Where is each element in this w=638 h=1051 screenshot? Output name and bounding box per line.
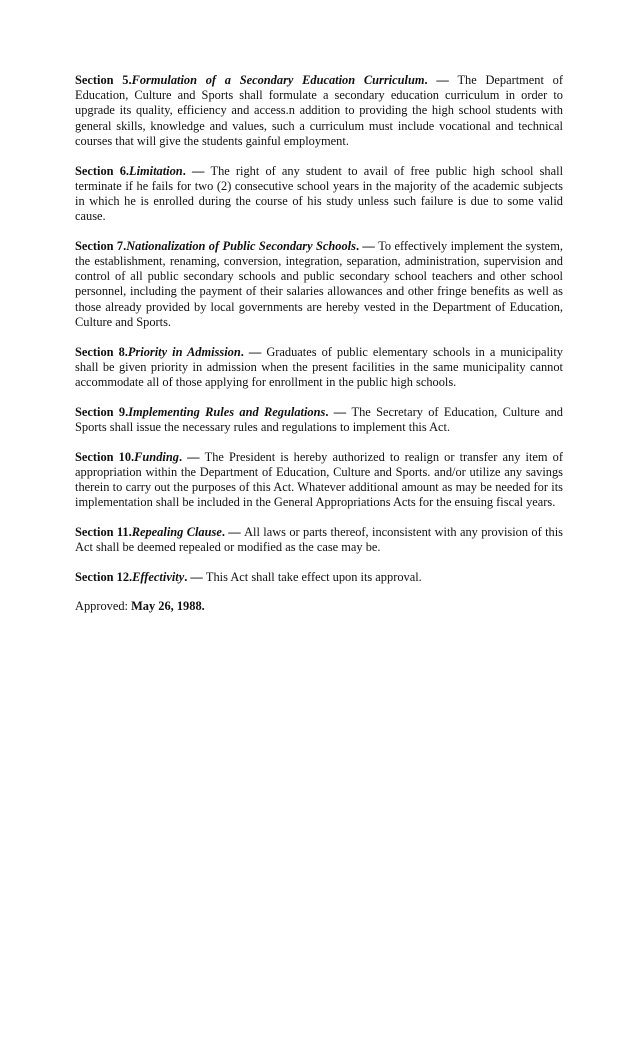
section-paragraph bbox=[75, 450, 563, 511]
section-number: Section 11. bbox=[75, 524, 132, 539]
section-number: Section 6. bbox=[75, 163, 129, 178]
section-number: Section 7. bbox=[75, 238, 127, 253]
section-title: Priority in Admission bbox=[127, 344, 241, 359]
approved-label: Approved: bbox=[75, 599, 132, 614]
section-paragraph bbox=[75, 525, 563, 555]
section-title: Repealing Clause bbox=[131, 524, 222, 539]
section-number: Section 8. bbox=[75, 344, 128, 359]
section-title: Limitation bbox=[129, 163, 183, 178]
section-paragraph bbox=[75, 405, 563, 435]
section-separator: . — bbox=[182, 163, 211, 178]
section-number: Section 5. bbox=[75, 73, 132, 87]
section-body: The Department of Education, Culture and Sports shall formulate a secondary education curriculum in order to upgrade its quality, efficiency and access.n addition to providing the high school students with general skills, knowledge and values, such a curriculum must include vocational and technical courses that will give the students gainful employment. bbox=[75, 73, 563, 148]
section-separator: . — bbox=[424, 73, 458, 87]
section-title: Nationalization of Public Secondary Schools bbox=[126, 238, 356, 253]
section-title: Formulation of a Secondary Education Curriculum bbox=[131, 73, 425, 87]
section-separator: . — bbox=[184, 569, 206, 584]
section-body: All laws or parts thereof, inconsistent with any provision of this Act shall be deemed repealed or modified as the case may be. bbox=[75, 524, 563, 555]
section-body: The President is hereby authorized to realign or transfer any item of appropriation within the Department of Education, Culture and Sports. and/or utilize any savings therein to carry out the purposes of this Act. Whatever additional amount as may be needed for its implementation shall be included in the General Appropriations Acts for the ensuing fiscal years. bbox=[75, 449, 563, 510]
section-paragraph bbox=[75, 239, 563, 330]
section-body: To effectively implement the system, the establishment, renaming, conversion, integration, separation, administration, supervision and control of all public secondary schools and public secondary school teachers and other school personnel, including the payment of their salaries allowances and other fringe benefits as well as those already provided by local governments are hereby vested in the Department of Education, Culture and Sports. bbox=[75, 238, 564, 329]
section-separator: . — bbox=[221, 524, 245, 539]
section-separator: . — bbox=[178, 449, 205, 464]
section-title: Effectivity bbox=[132, 569, 185, 584]
section-number: Section 9. bbox=[75, 404, 129, 419]
section-separator: . — bbox=[325, 404, 352, 419]
section-body: Graduates of public elementary schools in a municipality shall be given priority in admission when the present facilities in the same municipality cannot accommodate all of those applying for enrollment in the public high schools. bbox=[75, 344, 564, 389]
section-body: The Secretary of Education, Culture and Sports shall issue the necessary rules and regulations to implement this Act. bbox=[75, 404, 563, 434]
section-separator: . — bbox=[355, 238, 379, 253]
section-body: This Act shall take effect upon its approval. bbox=[205, 569, 422, 584]
section-title: Implementing Rules and Regulations bbox=[128, 404, 326, 419]
section-number: Section 10. bbox=[75, 449, 135, 464]
document-page bbox=[75, 73, 563, 615]
section-paragraph bbox=[75, 164, 563, 225]
section-title: Funding bbox=[134, 449, 179, 464]
approval-line bbox=[75, 599, 563, 614]
section-paragraph bbox=[75, 345, 563, 391]
sections-list bbox=[75, 73, 563, 585]
section-number: Section 12. bbox=[75, 569, 133, 584]
section-body: The right of any student to avail of free public high school shall terminate if he fails for two (2) consecutive school years in the majority of the academic subjects in which he is enrolled during the course of his study unless such failure is due to some valid cause. bbox=[75, 163, 564, 224]
section-paragraph bbox=[75, 570, 563, 585]
approved-date: May 26, 1988. bbox=[131, 599, 205, 614]
section-separator: . — bbox=[240, 344, 267, 359]
section-paragraph bbox=[75, 73, 563, 149]
